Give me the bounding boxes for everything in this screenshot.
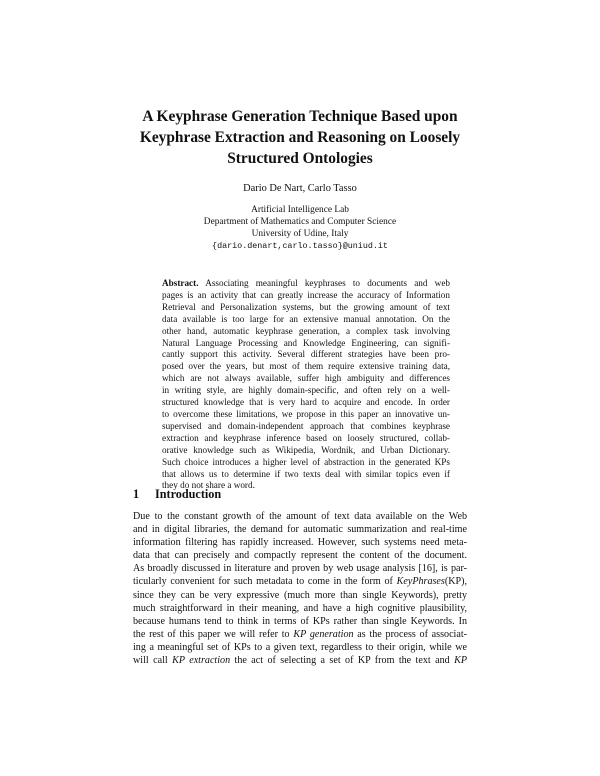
body-text-run: ing a meaningful set of KPs to a given text, regardless to their origin, while we — [133, 641, 467, 653]
italic-term: KP — [454, 655, 467, 667]
abstract-line: supervised and domain-independent approach that combines keyphrase — [162, 420, 450, 431]
body-text-run: because humans tend to think in terms of KPs rather than single Keywords. In — [133, 615, 467, 627]
body-line — [133, 562, 467, 575]
body-text-run: (KP), — [444, 576, 467, 588]
abstract-line: pages is an activity that can greatly increase the accuracy of Information — [162, 289, 450, 300]
body-line — [133, 602, 467, 615]
body-line — [133, 641, 467, 654]
body-text-run: the act of selecting a set of KP from the text and — [230, 655, 455, 667]
body-text-run: since they can be very expressive (much more than single Keywords), pretty — [133, 589, 467, 601]
abstract-line: in writing style, are highly domain-specific, and often rely on a well- — [162, 385, 450, 396]
body-text-run: ticularly convenient for such metadata to come in the form of — [133, 576, 397, 588]
body-line — [133, 615, 467, 628]
body-text-run: and in digital libraries, the demand for automatic summarization and real-time — [133, 524, 467, 536]
author-list: Dario De Nart, Carlo Tasso — [243, 183, 357, 194]
body-line — [133, 575, 467, 588]
italic-term: KP generation — [293, 628, 354, 640]
abstract-label: Abstract. — [162, 278, 199, 288]
title-line: Keyphrase Extraction and Reasoning on Loosely — [139, 129, 461, 146]
abstract-line: that allows us to determine if two texts deal with similar topics even if — [162, 468, 450, 479]
body-line — [133, 510, 467, 523]
body-text-run: as the process of associat- — [353, 628, 468, 640]
abstract-line: data available is too large for an extensive manual annotation. On the — [162, 313, 450, 324]
body-text-run: As broadly discussed in literature and proven by web usage analysis [16], is par- — [133, 563, 467, 575]
abstract-line: Retrieval and Personalization systems, but the growing amount of text — [162, 301, 450, 312]
body-line — [133, 589, 467, 602]
abstract-line: structured knowledge that is very hard to acquire and encode. In order — [162, 397, 450, 408]
abstract-line: cantly support this activity. Several different strategies have been pro- — [162, 349, 450, 360]
body-text-run: will call — [133, 655, 173, 667]
abstract-line: which are not always available, suffer high ambiguity and differences — [162, 373, 450, 384]
introduction-body — [133, 510, 467, 667]
abstract-line: orative knowledge such as Wikipedia, Wordnik, and Urban Dictionary. — [162, 444, 450, 455]
university-name: University of Udine, Italy — [251, 229, 349, 239]
affiliation-block — [100, 204, 500, 252]
body-line — [133, 654, 467, 667]
paper-title — [100, 106, 500, 169]
body-line — [133, 628, 467, 641]
abstract-line: to overcome these limitations, we propose in this paper an innovative un- — [162, 408, 450, 419]
body-text-run: data that can precisely and compactly represent the content of the document. — [133, 550, 467, 562]
abstract-text: Associating meaningful keyphrases to documents and web — [205, 278, 450, 288]
section-heading — [133, 487, 221, 502]
body-line — [133, 536, 467, 549]
body-text-run: much straightforward in their meaning, and have a high cognitive plausibility, — [133, 602, 467, 614]
title-line: A Keyphrase Generation Technique Based upon — [142, 108, 458, 125]
abstract-line: Natural Language Processing and Knowledge Engineering, can signifi- — [162, 337, 450, 348]
email-address: {dario.denart,carlo.tasso}@uniud.it — [212, 241, 388, 251]
department-name: Department of Mathematics and Computer Science — [203, 217, 397, 227]
abstract-block — [162, 278, 450, 492]
abstract-line: Such choice introduces a higher level of abstraction in the generated KPs — [162, 456, 450, 467]
body-text-run: the rest of this paper we will refer to — [133, 628, 294, 640]
abstract-line: posed over the years, but most of them require extensive training data, — [162, 361, 450, 372]
abstract-line — [162, 278, 450, 290]
abstract-line: they do not share a word. — [162, 480, 255, 491]
body-text-run: Due to the constant growth of the amount of text data available on the Web — [133, 511, 467, 522]
italic-term: KP extraction — [172, 655, 231, 667]
body-line — [133, 549, 467, 562]
section-number: 1 — [133, 487, 140, 501]
abstract-line: other hand, automatic keyphrase generation, a complex task involving — [162, 325, 450, 336]
body-text-run: information filtering has rapidly increased. However, such systems need meta- — [133, 537, 467, 549]
section-title: Introduction — [155, 487, 222, 501]
body-line — [133, 523, 467, 536]
lab-name: Artificial Intelligence Lab — [251, 205, 349, 215]
abstract-line: extraction and keyphrase inference based on loosely structured, collab- — [162, 432, 450, 443]
title-line: Structured Ontologies — [227, 150, 373, 167]
italic-term: KeyPhrases — [396, 576, 445, 588]
